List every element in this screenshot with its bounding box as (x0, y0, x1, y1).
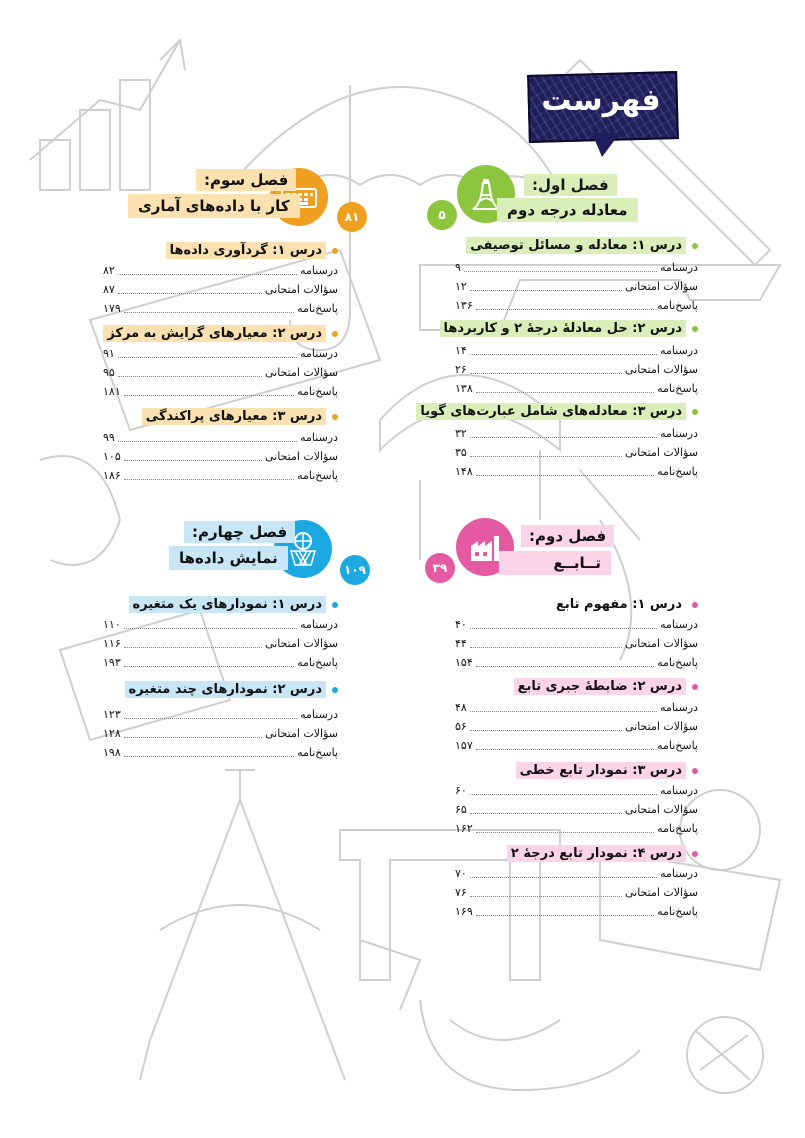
chapter-3-page: ۸۱ (337, 202, 367, 232)
toc-row: پاسخ‌نامه ۱۳۶ (455, 298, 698, 312)
toc-row: درسنامه ۷۰ (455, 866, 698, 880)
lesson-title: درس ۲: حل معادلهٔ درجهٔ ۲ و کاربردها (440, 321, 698, 336)
chapter-2-name: تــابــع (499, 551, 611, 575)
toc-row: پاسخ‌نامه ۱۴۸ (455, 464, 698, 478)
toc-row: سؤالات امتحانی ۸۷ (103, 282, 338, 296)
toc-row: پاسخ‌نامه ۱۵۴ (455, 655, 698, 669)
toc-row: درسنامه ۶۰ (455, 783, 698, 797)
toc-row: درسنامه ۹ (455, 260, 698, 274)
toc-row: سؤالات امتحانی ۶۵ (455, 802, 698, 816)
chapter-4-page: ۱۰۹ (340, 555, 370, 585)
lesson-title: درس ۲: نمودارهای چند متغیره (125, 682, 338, 697)
toc-row: سؤالات امتحانی ۱۲۸ (103, 726, 338, 740)
chapter-1-page: ۵ (427, 200, 457, 230)
toc-row: پاسخ‌نامه ۱۷۹ (103, 301, 338, 315)
toc-row: سؤالات امتحانی ۲۶ (455, 362, 698, 376)
toc-row: پاسخ‌نامه ۱۵۷ (455, 738, 698, 752)
toc-row: سؤالات امتحانی ۷۶ (455, 885, 698, 899)
chapter-1-head: فصل اول: (524, 174, 617, 196)
chapter-3-head: فصل سوم: (196, 169, 296, 191)
toc-row: سؤالات امتحانی ۱۱۶ (103, 636, 338, 650)
toc-row: سؤالات امتحانی ۱۲ (455, 279, 698, 293)
toc-row: درسنامه ۳۲ (455, 426, 698, 440)
toc-row: پاسخ‌نامه ۱۹۸ (103, 745, 338, 759)
toc-row: پاسخ‌نامه ۱۸۶ (103, 468, 338, 482)
lesson-title: درس ۲: معیارهای گرایش به مرکز (103, 326, 338, 341)
toc-row: درسنامه ۱۲۳ (103, 707, 338, 721)
toc-row: درسنامه ۹۹ (103, 430, 338, 444)
lesson-title: درس ۱: گردآوری داده‌ها (166, 243, 338, 258)
chapter-1-name: معادله درجه دوم (497, 198, 638, 222)
lesson-title: درس ۲: ضابطهٔ جبری تابع (514, 679, 698, 694)
chapter-3-name: کار با داده‌های آماری (128, 194, 300, 218)
chapter-2-head: فصل دوم: (521, 525, 614, 547)
toc-row: سؤالات امتحانی ۹۵ (103, 365, 338, 379)
lesson-title: درس ۳: نمودار تابع خطی (516, 763, 698, 778)
toc-row: درسنامه ۹۱ (103, 346, 338, 360)
lesson-title: درس ۴: نمودار تابع درجهٔ ۲ (507, 846, 698, 861)
toc-row: سؤالات امتحانی ۳۵ (455, 445, 698, 459)
toc-row: درسنامه ۱۱۰ (103, 617, 338, 631)
lesson-title: درس ۱: مفهوم تابع (552, 597, 698, 612)
toc-row: سؤالات امتحانی ۴۴ (455, 636, 698, 650)
toc-row: پاسخ‌نامه ۱۶۲ (455, 821, 698, 835)
chapter-4-name: نمایش داده‌ها (169, 546, 288, 570)
index-title-banner (528, 73, 674, 161)
toc-row: پاسخ‌نامه ۱۶۹ (455, 904, 698, 918)
toc-row: درسنامه ۴۸ (455, 700, 698, 714)
toc-row: پاسخ‌نامه ۱۸۱ (103, 384, 338, 398)
lesson-title: درس ۳: معیارهای پراکندگی (142, 409, 338, 424)
lesson-title: درس ۱: معادله و مسائل توصیفی (466, 238, 698, 253)
toc-row: سؤالات امتحانی ۵۶ (455, 719, 698, 733)
chapter-2-page: ۳۹ (425, 553, 455, 583)
toc-row: درسنامه ۱۴ (455, 343, 698, 357)
chapter-4-head: فصل چهارم: (184, 521, 295, 543)
toc-row: پاسخ‌نامه ۱۹۳ (103, 655, 338, 669)
toc-row: سؤالات امتحانی ۱۰۵ (103, 449, 338, 463)
toc-row: درسنامه ۸۲ (103, 263, 338, 277)
lesson-title: درس ۱: نمودارهای یک متغیره (129, 597, 338, 612)
toc-row: درسنامه ۴۰ (455, 617, 698, 631)
toc-row: پاسخ‌نامه ۱۳۸ (455, 381, 698, 395)
lesson-title: درس ۳: معادله‌های شامل عبارت‌های گویا (416, 404, 698, 419)
page-title: فهرست (541, 83, 661, 118)
